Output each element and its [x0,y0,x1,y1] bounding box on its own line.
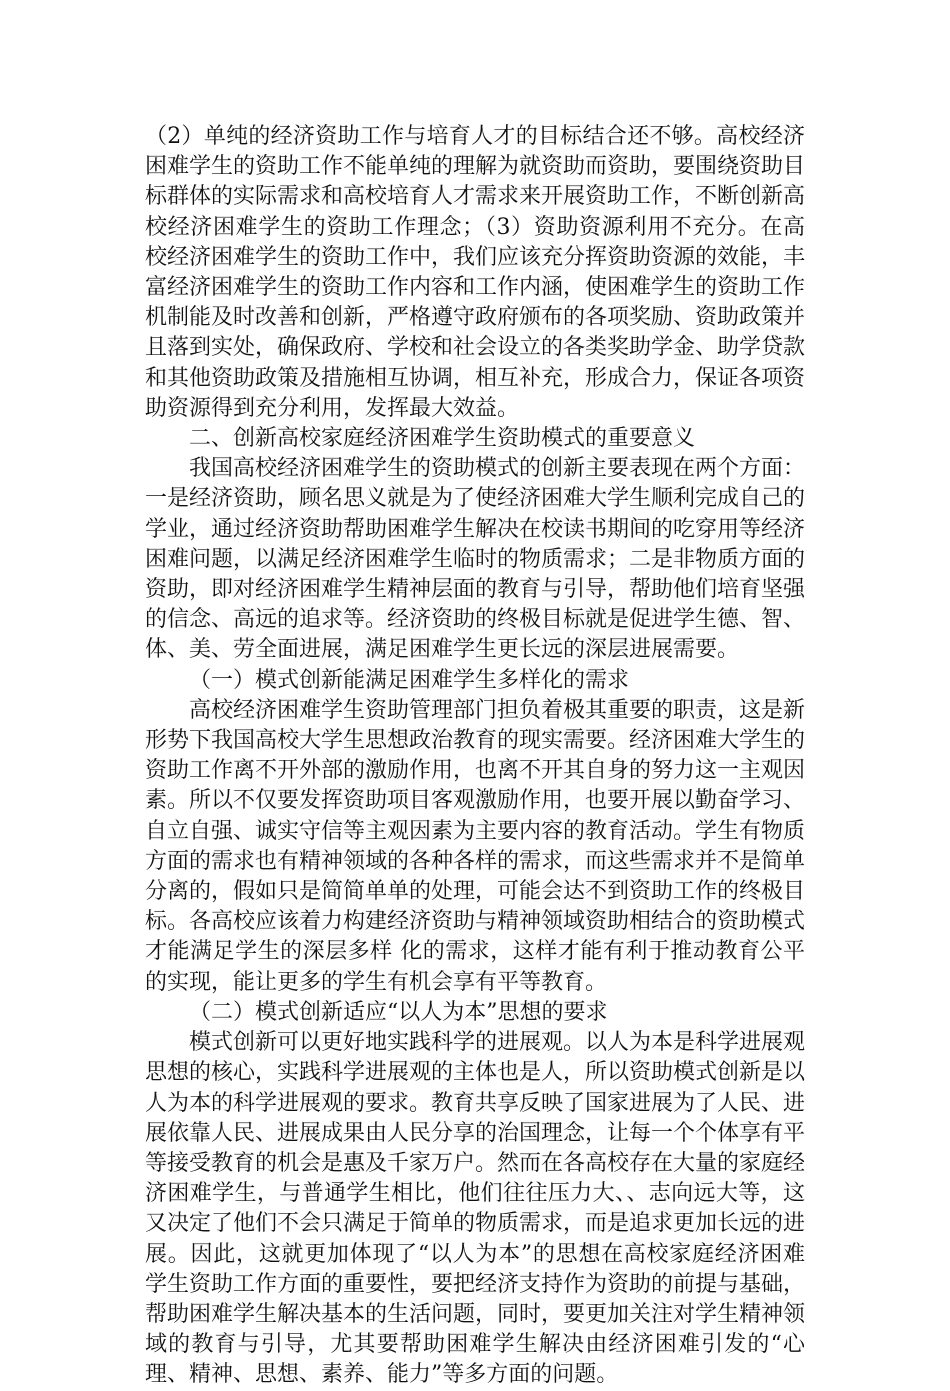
paragraph-diverse-needs: 高校经济困难学生资助管理部门担负着极其重要的职责，这是新形势下我国高校大学生思想政治教育的现实需要。经济困难大学生的资助工作离不开外部的激励作用，也离不开其自身的努力这一主观因素。所以不仅要发挥资助项目客观激励作用，也要开展以勤奋学习、自立自强、诚实守信等主观因素为主要内容的教育活动。学生有物质方面的需求也有精神领域的各种各样的需求，而这些需求并不是简单分离的，假如只是简简单单的处理，可能会达不到资助工作的终极目标。各高校应该着力构建经济资助与精神领域资助相结合的资助模式才能满足学生的深层多样 化的需求，这样才能有利于推动教育公平的实现，能让更多的学生有机会享有平等教育。 [145,697,806,995]
paragraph-aid-shortcomings: （2）单纯的经济资助工作与培育人才的目标结合还不够。高校经济困难学生的资助工作不能单纯的理解为就资助而资助，要围绕资助目标群体的实际需求和高校培育人才需求来开展资助工作，不断创新高校经济困难学生的资助工作理念；（3）资助资源利用不充分。在高校经济困难学生的资助工作中，我们应该充分挥资助资源的效能，丰富经济困难学生的资助工作内容和工作内涵，使困难学生的资助工作机制能及时改善和创新，严格遵守政府颁布的各项奖励、资助政策并且落到实处，确保政府、学校和社会设立的各类奖助学金、助学贷款和其他资助政策及措施相互协调，相互补充，形成合力，保证各项资助资源得到充分利用，发挥最大效益。 [145,124,806,421]
paragraph-people-oriented: 模式创新可以更好地实践科学的进展观。以人为本是科学进展观思想的核心，实践科学进展观的主体也是人，所以资助模式创新是以人为本的科学进展观的要求。教育共享反映了国家进展为了人民、进展依靠人民、进展成果由人民分享的治国理念，让每一个个体享有平等接受教育的机会是惠及千家万户。然而在各高校存在大量的家庭经济困难学生，与普通学生相比，他们往往压力大、、志向远大等，这又决定了他们不会只满足于简单的物质需求，而是追求更加长远的进展。因此，这就更加体现了“以人为本”的思想在高校家庭经济困难学生资助工作方面的重要性，要把经济支持作为资助的前提与基础，帮助困难学生解决基本的生活问题，同时，要更加关注对学生精神领域的教育与引导，尤其要帮助困难学生解决由经济困难引发的“心理、精神、思想、素养、能力”等多方面的问题。 [145,1030,806,1388]
document-body [145,122,805,1391]
subheading-diverse-needs: （一）模式创新能满足困难学生多样化的需求 [189,667,630,693]
section-heading-significance: 二、创新高校家庭经济困难学生资助模式的重要意义 [189,426,696,452]
paragraph-innovation-aspects: 我国高校经济困难学生的资助模式的创新主要表现在两个方面：一是经济资助，顾名思义就是为了使经济困难大学生顺利完成自己的学业，通过经济资助帮助困难学生解决在校读书期间的吃穿用等经济困难问题，以满足经济困难学生临时的物质需求；二是非物质方面的资助，即对经济困难学生精神层面的教育与引导，帮助他们培育坚强的信念、高远的追求等。经济资助的终极目标就是促进学生德、智、体、美、劳全面进展，满足困难学生更长远的深层进展需要。 [145,456,806,663]
subheading-people-oriented: （二）模式创新适应“以人为本”思想的要求 [189,999,608,1025]
